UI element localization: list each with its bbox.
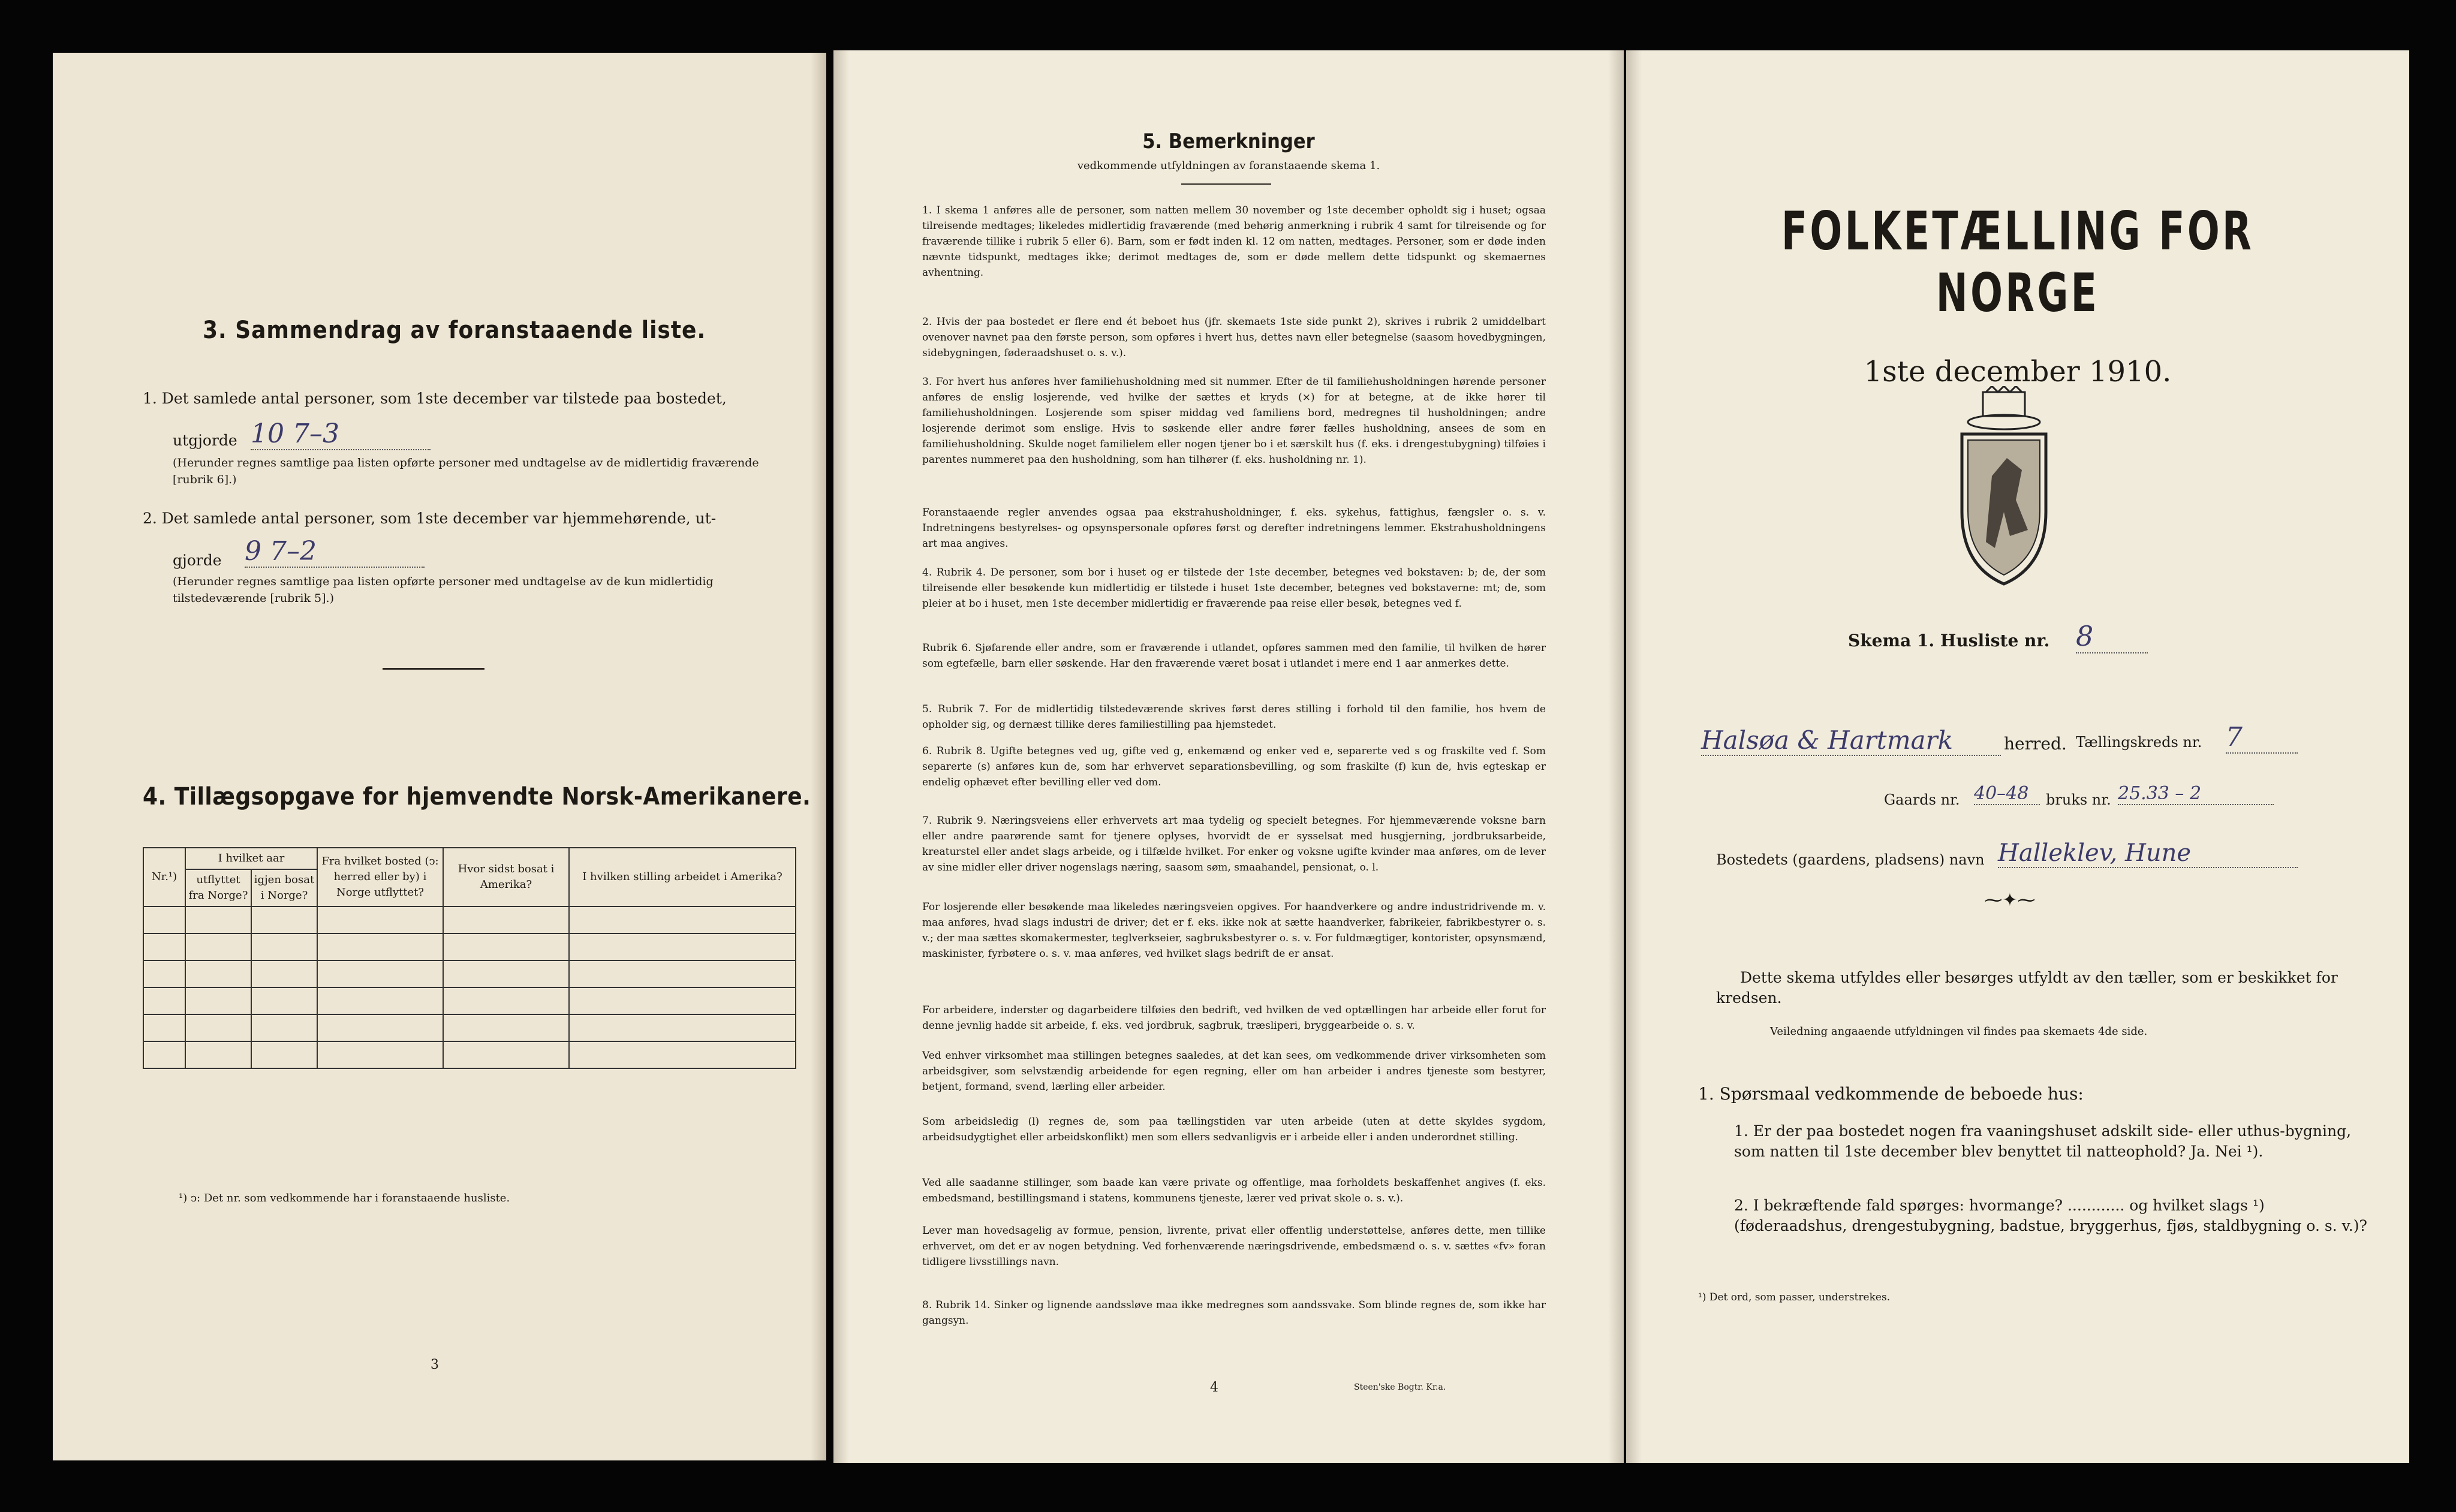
remark-3b: Foranstaaende regler anvendes ogsaa paa ekstrahusholdninger, f. eks. sykehus, fattighus, fængsler o. s. v. Indretningens bestyrelses- og opsynspersonale opføres først og derefter indretningens lemmer. Ekstrahusholdningens art maa angives. (922, 507, 1546, 550)
bosted-name: Halleklev, Hune (1998, 839, 2298, 868)
document-title: FOLKETÆLLING FOR NORGE (1781, 200, 2255, 324)
summary-item-1-label: utgjorde (173, 432, 237, 449)
page-number: 4 (1210, 1380, 1218, 1395)
page-right (1626, 50, 2409, 1463)
questions-heading: 1. Spørsmaal vedkommende de beboede hus: (1698, 1084, 2084, 1104)
summary-item-2: 2. Det samlede antal personer, som 1ste december var hjemmehørende, ut- (143, 510, 717, 527)
remark-8: 8. Rubrik 14. Sinker og lignende aandssløve maa ikke medregnes som aandssvake. Som blinde regnes de, som ikke har gangsyn. (922, 1299, 1546, 1327)
remark-4: 4. Rubrik 4. De personer, som bor i huset og er tilstede der 1ste december, betegnes ved bokstaven: b; de, der som tilreisende eller besøkende kun midlertidig er tilstede i huset 1ste december, betegnes ved bokstaverne: mt; de, som pleier at bo i huset, men 1ste december midlertidig er fraværende paa reise eller besøk, betegnes ved f. (922, 567, 1546, 610)
table-row (143, 906, 796, 933)
kreds-label: Tællingskreds nr. (2076, 734, 2202, 751)
skema-label: Skema 1. Husliste nr. (1848, 631, 2050, 650)
table-row (143, 987, 796, 1014)
handwritten-count-present: 10 7–3 (251, 418, 431, 450)
remark-7g: Lever man hovedsagelig av formue, pension, livrente, privat eller offentlig understøttelse, anføres dette, men tillike erhvervet, om det er av nogen betydning. Ved forhenværende næringsdrivende, embedsmænd o. s. v. sættes «fv» foran tidligere livsstillings navn. (922, 1225, 1546, 1268)
table-row (143, 1041, 796, 1068)
herred-label: herred. (2004, 734, 2067, 754)
veiledning-note: Veiledning angaaende utfyldningen vil findes paa skemaets 4de side. (1770, 1025, 2148, 1038)
document-date: 1ste december 1910. (1864, 355, 2172, 388)
col-position: I hvilken stilling arbeidet i Amerika? (569, 848, 796, 906)
remark-7f: Ved alle saadanne stillinger, som baade kan være private og offentlige, maa forholdets beskaffenhet angives (f. eks. embedsmand, bestillingsmand i statens, kommunens tjeneste, lærer ved privat skole o. s. v.). (922, 1177, 1546, 1204)
ornament-icon: ⁓✦⁓ (1984, 890, 2036, 911)
remark-4b: Rubrik 6. Sjøfarende eller andre, som er fraværende i utlandet, opføres sammen med den familie, til hvilken de hører som egtefælle, barn eller søskende. Har den fraværende været bosat i utlandet i mere end 1 aar anmerkes dette. (922, 642, 1546, 670)
remark-5: 5. Rubrik 7. For de midlertidig tilstedeværende skrives først deres stilling i forhold til den familie, hos hvem de opholder sig, og dernæst tillike deres familiestilling paa hjemstedet. (922, 703, 1546, 731)
page-number: 3 (431, 1357, 439, 1372)
col-nr: Nr.¹) (143, 848, 185, 906)
table-row (143, 960, 796, 987)
norsk-amerikanere-table (143, 847, 796, 1069)
table-row (143, 1014, 796, 1041)
instructions: Dette skema utfyldes eller besørges utfyldt av den tæller, som er beskikket for kredsen. (1716, 969, 2338, 1007)
summary-item-1-note: (Herunder regnes samtlige paa listen opførte personer med undtagelse av de midlertidig fraværende [rubrik 6].) (173, 456, 759, 486)
col-year-group: I hvilket aar (185, 848, 317, 869)
bruks-number: 25.33 – 2 (2118, 783, 2274, 805)
remark-7b: For losjerende eller besøkende maa likeledes næringsveien opgives. For haandverkere og andre industridrivende m. v. maa anføres, hvad slags industri de driver; det er f. eks. ikke nok at sætte haandverker, fabrikeier, fabrikbestyrer o. s. v.; der maa sættes skomakermester, teglverkseier, sagbruksbestyrer o. s. v. For fuldmægtiger, kontorister, opsynsmænd, maskinister, fyrbøtere o. s. v. maa anføres, ved hvilket slags bedrift de er ansat. (922, 901, 1546, 960)
gaards-label: Gaards nr. (1884, 791, 1960, 808)
col-returned: igjen bosat i Norge? (251, 869, 317, 906)
gaards-number: 40–48 (1974, 783, 2040, 805)
page-fold-shadow (811, 53, 826, 1460)
summary-item-2-note: (Herunder regnes samtlige paa listen opførte personer med undtagelse av de kun midlertidig tilstedeværende [rubrik 5].) (173, 575, 714, 605)
section-4-title: 4. Tillægsopgave for hjemvendte Norsk-Amerikanere. (143, 783, 811, 811)
divider (383, 668, 484, 670)
page-left (53, 53, 826, 1460)
bosted-label: Bostedets (gaardens, pladsens) navn (1716, 851, 1985, 868)
divider (1181, 183, 1271, 185)
col-last-lived: Hvor sidst bosat i Amerika? (443, 848, 569, 906)
summary-item-2-label: gjorde (173, 552, 222, 569)
printer-mark: Steen'ske Bogtr. Kr.a. (1354, 1383, 1446, 1392)
page-middle (833, 50, 1624, 1463)
remark-7e: Som arbeidsledig (l) regnes de, som paa tællingstiden var uten arbeide (uten at dette skyldes sygdom, arbeidsudygtighet eller arbeidskonflikt) men som ellers sedvanligvis er i arbeide eller i anden underordnet stilling. (922, 1116, 1546, 1143)
page-footnote: ¹) Det ord, som passer, understrekes. (1698, 1291, 1891, 1303)
question-1: 1. Er der paa bostedet nogen fra vaaningshuset adskilt side- eller uthus-bygning, som natten til 1ste december blev benyttet til natteophold? Ja. Nei ¹). (1734, 1122, 2352, 1160)
remarks-subtitle: vedkommende utfyldningen av foranstaaende skema 1. (1077, 159, 1380, 172)
remark-6: 6. Rubrik 8. Ugifte betegnes ved ug, gifte ved g, enkemænd og enker ved e, separerte ved s og fraskilte ved f. Som separerte (s) anføres kun de, som har erhvervet separationsbevilling, og som fraskilte (f) kun de, hvis egteskap er endelig ophævet efter bevilling eller ved dom. (922, 745, 1546, 788)
col-emigrated: utflyttet fra Norge? (185, 869, 251, 906)
bruks-label: bruks nr. (2046, 791, 2111, 808)
remarks-title: 5. Bemerkninger (1142, 129, 1315, 153)
page-fold-shadow (1608, 50, 1624, 1463)
remark-1: 1. I skema 1 anføres alle de personer, som natten mellem 30 november og 1ste december opholdt sig i huset; ogsaa tilreisende medtages; likeledes midlertidig fraværende (med behørig anmerkning i rubrik 4 samt for tilreisende og for fraværende tillike i rubrik 5 eller 6). Barn, som er født inden kl. 12 om natten, medtages. Personer, som er døde inden nævnte tidspunkt, medtages ikke; derimot medtages de, som er døde mellem dette tidspunkt og skemaernes avhentning. (922, 204, 1546, 279)
kreds-number: 7 (2226, 722, 2298, 754)
col-from-where: Fra hvilket bosted (ↄ: herred eller by) i Norge utflyttet? (317, 848, 443, 906)
summary-item-1: 1. Det samlede antal personer, som 1ste december var tilstede paa bostedet, (143, 390, 727, 407)
table-footnote: ¹) ↄ: Det nr. som vedkommende har i foranstaaende husliste. (179, 1192, 510, 1204)
remark-7: 7. Rubrik 9. Næringsveiens eller erhvervets art maa tydelig og specielt betegnes. For hjemmeværende voksne barn eller andre paarørende samt for tjenere oplyses, hvorvidt de er sysselsat med husgjerning, jordbruksarbeide, kreaturstel eller andet slags arbeide, og i tilfælde hvilket. For enker og voksne ugifte kvinder maa anføres, om de lever av sine midler eller driver nogenslags næring, saasom søm, smaahandel, pensionat, o. l. (922, 815, 1546, 874)
question-2: 2. I bekræftende fald spørges: hvormange? ............ og hvilket slags ¹) (føderaadshus, drengestubygning, badstue, bryggerhus, fjøs, staldbygning o. s. v.)? (1734, 1197, 2367, 1234)
handwritten-count-resident: 9 7–2 (245, 536, 425, 568)
section-3-title: 3. Sammendrag av foranstaaende liste. (203, 317, 706, 344)
remark-7c: For arbeidere, inderster og dagarbeidere tilføies den bedrift, ved hvilken de ved optællingen har arbeide eller forut for denne jevnlig hadde sit arbeide, f. eks. ved jordbruk, sagbruk, træsliperi, bryggearbeide o. s. v. (922, 1004, 1546, 1032)
page-fold-shadow (833, 50, 849, 1463)
husliste-number: 8 (2076, 620, 2148, 653)
page-fold-shadow (1626, 50, 1642, 1463)
coat-of-arms-icon (1950, 386, 2058, 590)
remark-2: 2. Hvis der paa bostedet er flere end ét beboet hus (jfr. skemaets 1ste side punkt 2), skrives i rubrik 2 umiddelbart ovenover navnet paa den første person, som opføres i hvert hus, dettes navn eller betegnelse (saasom hovedbygningen, sidebygningen, føderaadshuset o. s. v.). (922, 316, 1546, 359)
table-row (143, 933, 796, 960)
remark-7d: Ved enhver virksomhet maa stillingen betegnes saaledes, at det kan sees, om vedkommende driver virksomheten som arbeidsgiver, som selvstændig arbeidende for egen regning, eller om han arbeider i andres tjeneste som bestyrer, betjent, formand, svend, lærling eller arbeider. (922, 1050, 1546, 1093)
herred-name: Halsøa & Hartmark (1701, 725, 2001, 756)
remark-3: 3. For hvert hus anføres hver familiehusholdning med sit nummer. Efter de til familiehusholdningen hørende personer anføres de enslig losjerende, ved hvilke der sættes et kryds (×) for at betegne, at de ikke hører til familiehusholdningen. Losjerende som spiser middag ved familiens bord, medregnes til husholdningen; andre losjerende derimot som enslige. Hvis to søskende eller andre fører fælles husholdning, ansees de som en familiehusholdning. Skulde noget familielem eller nogen tjener bo i et særskilt hus (f. eks. i drengestubygning) tilføies i parentes nummeret paa den husholdning, som han tilhører (f. eks. husholdning nr. 1). (922, 376, 1546, 466)
